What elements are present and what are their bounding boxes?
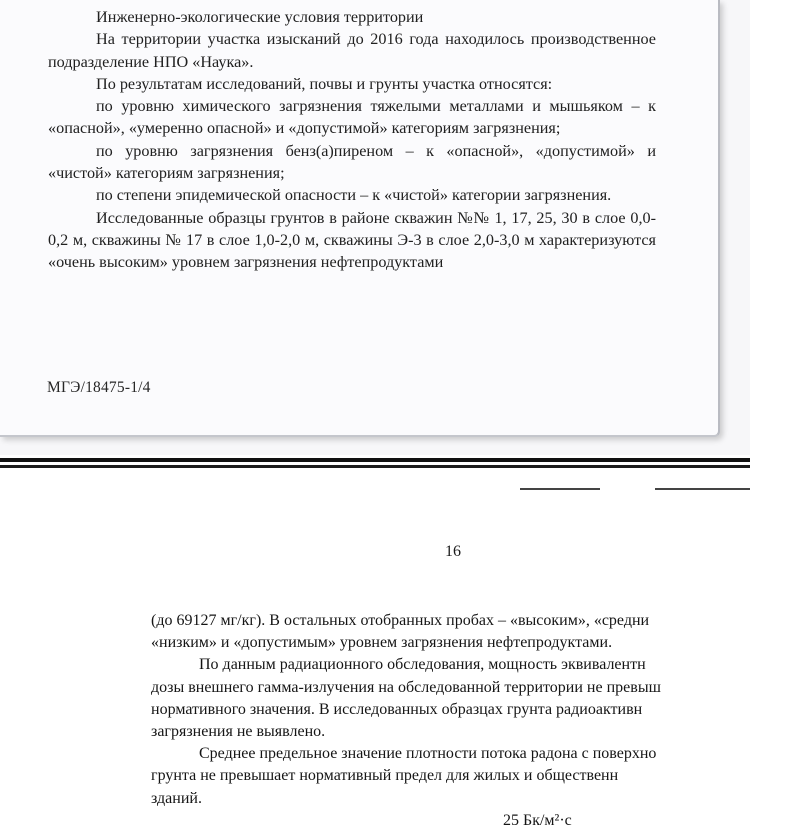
paragraph-epidemic: по степени эпидемической опасности – к «чистой» категории загрязнения. <box>96 186 612 205</box>
text-line: нормативного значения. В исследованных образцах грунта радиоактивн <box>151 700 643 718</box>
text-line: зданий. <box>151 789 202 807</box>
text-line: «низким» и «допустимым» уровнем загрязнения нефтепродуктами. <box>151 634 613 652</box>
paragraph-heavy-metals: по уровню химического загрязнения тяжелыми металлами и мышьяком – к «опасной», «умеренно опасной» и «допустимой» категориям загрязнения; <box>48 97 656 138</box>
page-number: 16 <box>445 543 461 560</box>
text-line: По данным радиационного обследования, мощность эквивалентн <box>199 656 646 674</box>
text-line: загрязнения не выявлено. <box>151 722 326 740</box>
page-divider-thin <box>0 465 750 468</box>
scan-rule-left <box>520 488 600 490</box>
document-code: МГЭ/18475-1/4 <box>47 379 151 396</box>
paragraph-results: По результатам исследований, почвы и грунты участка относятся: <box>96 74 553 93</box>
page-clip-edge <box>736 600 750 811</box>
text-line: грунта не превышает нормативный предел для жилых и общественн <box>151 767 619 785</box>
scan-rule-right <box>655 488 750 490</box>
page-divider-thick <box>0 458 750 462</box>
top-page-body <box>48 6 656 274</box>
text-line: дозы внешнего гамма-излучения на обследованной территории не превыш <box>151 678 661 696</box>
text-line: (до 69127 мг/кг). В остальных отобранных пробах – «высоким», «средни <box>151 612 650 629</box>
page-sheet <box>0 0 720 437</box>
bottom-page-body <box>151 610 791 832</box>
paragraph-territory: На территории участка изысканий до 2016 года находилось производственное подразделение НПО «Наука». <box>48 30 656 71</box>
paragraph-benzopyrene: по уровню загрязнения бенз(а)пиреном – к «опасной», «допустимой» и «чистой» категориям загрязнения; <box>48 141 656 183</box>
partial-text: 25 Бк/м²·с <box>503 811 572 829</box>
paragraph-oil-products: Исследованные образцы грунтов в районе скважин №№ 1, 17, 25, 30 в слое 0,0-0,2 м, скважины № 17 в слое 1,0-2,0 м, скважины Э-3 в слое 2,0-3,0 м характеризуются «очень высоким» уровнем загрязнения нефтепродуктами <box>48 208 656 272</box>
text-line: Среднее предельное значение плотности потока радона с поверхно <box>199 745 657 763</box>
section-heading: Инженерно-экологические условия территории <box>96 8 424 26</box>
text-line-partial <box>151 810 791 832</box>
